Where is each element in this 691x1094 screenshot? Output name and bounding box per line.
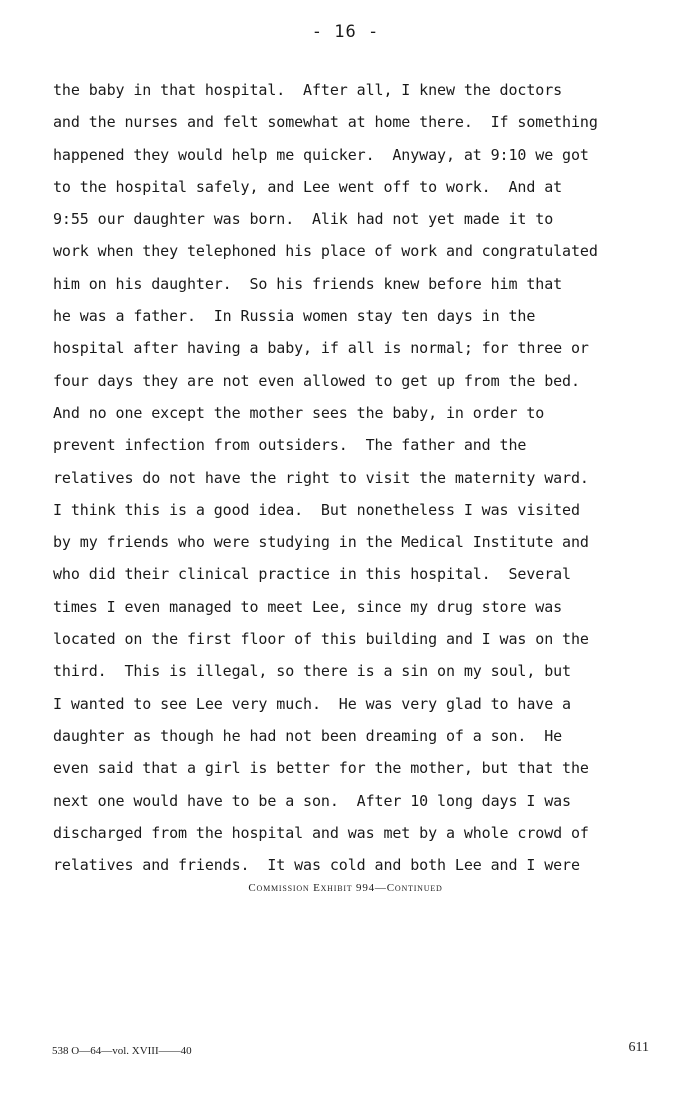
body-text <box>53 74 663 881</box>
text-line: located on the first floor of this building and I was on the <box>53 630 589 649</box>
text-line: relatives and friends. It was cold and both Lee and I were <box>53 856 580 875</box>
text-line: times I even managed to meet Lee, since my drug store was <box>53 597 563 616</box>
text-line: third. This is illegal, so there is a sin on my soul, but <box>53 662 571 681</box>
text-line: I think this is a good idea. But nonetheless I was visited <box>53 500 580 519</box>
text-line: even said that a girl is better for the mother, but that the <box>53 759 589 778</box>
text-line: hospital after having a baby, if all is normal; for three or <box>53 339 589 358</box>
text-line: discharged from the hospital and was met by a whole crowd of <box>53 823 589 842</box>
text-line: happened they would help me quicker. Anyway, at 9:10 we got <box>53 145 589 164</box>
text-line: And no one except the mother sees the baby, in order to <box>53 403 545 422</box>
exhibit-caption: Commission Exhibit 994—Continued <box>248 882 443 894</box>
text-line: the baby in that hospital. After all, I knew the doctors <box>53 81 563 99</box>
text-line: him on his daughter. So his friends knew before him that <box>53 274 563 293</box>
text-line: work when they telephoned his place of work and congratulated <box>53 242 598 261</box>
folio-number: 611 <box>628 1040 649 1055</box>
text-line: 9:55 our daughter was born. Alik had not yet made it to <box>53 210 554 229</box>
page-number: - 16 - <box>311 22 380 42</box>
text-line: to the hospital safely, and Lee went off to work. And at <box>53 177 563 196</box>
text-line: by my friends who were studying in the Medical Institute and <box>53 533 589 552</box>
text-line: who did their clinical practice in this hospital. Several <box>53 565 571 584</box>
print-code: 538 O—64—vol. XVIII——40 <box>52 1045 192 1057</box>
text-line: and the nurses and felt somewhat at home there. If something <box>53 113 598 132</box>
text-line: prevent infection from outsiders. The father and the <box>53 436 527 455</box>
text-line: I wanted to see Lee very much. He was very glad to have a <box>53 694 571 713</box>
text-line: he was a father. In Russia women stay ten days in the <box>53 307 536 326</box>
text-line: four days they are not even allowed to get up from the bed. <box>53 371 580 390</box>
text-line: next one would have to be a son. After 10 long days I was <box>53 791 571 810</box>
text-line: relatives do not have the right to visit the maternity ward. <box>53 468 589 487</box>
text-line: daughter as though he had not been dreaming of a son. He <box>53 726 563 745</box>
